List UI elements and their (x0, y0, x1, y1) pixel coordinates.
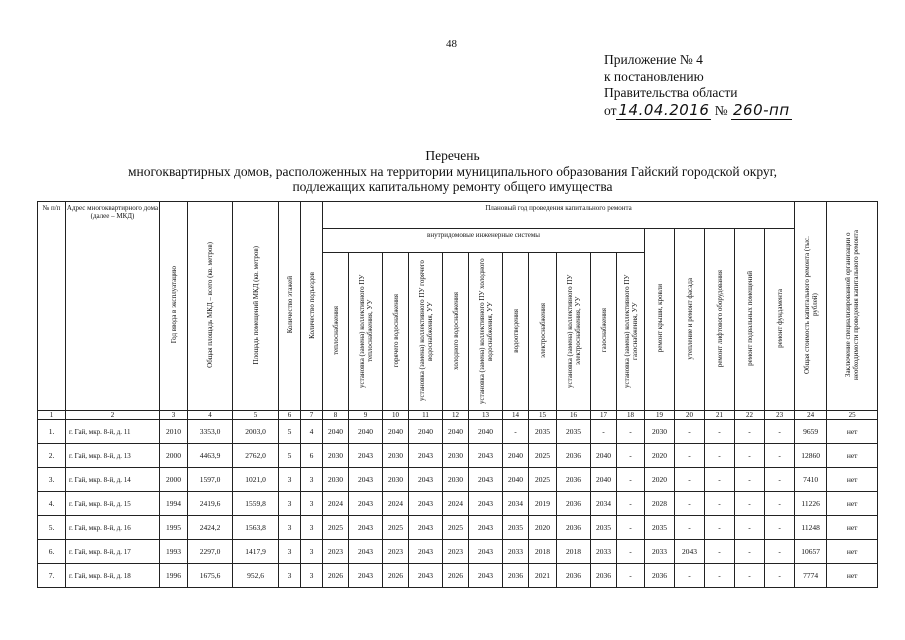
header-work-13: утепление и ремонт фасада (675, 229, 705, 411)
header-work-1: теплоснабжения (323, 253, 349, 411)
table-cell: 10657 (795, 540, 827, 564)
column-number: 19 (645, 411, 675, 420)
table-cell: 2026 (443, 564, 469, 588)
table-row (38, 444, 878, 468)
table-cell: 2010 (160, 420, 188, 444)
table-cell: 2030 (383, 468, 409, 492)
table-cell: 5 (279, 444, 301, 468)
table-cell: - (705, 516, 735, 540)
table-cell: 2026 (383, 564, 409, 588)
table-cell: - (617, 420, 645, 444)
table-cell: 3 (301, 540, 323, 564)
header-floors: Количество этажей (279, 202, 301, 411)
table-cell: 9659 (795, 420, 827, 444)
table-cell: 2023 (443, 540, 469, 564)
table-cell: 11226 (795, 492, 827, 516)
table-cell: 1559,8 (233, 492, 279, 516)
table-cell: нет (827, 420, 878, 444)
table-cell: - (675, 444, 705, 468)
table-cell: 3 (279, 540, 301, 564)
table-cell: 5 (279, 420, 301, 444)
table-cell: 1993 (160, 540, 188, 564)
table-cell: 2030 (443, 468, 469, 492)
table-cell: 2024 (383, 492, 409, 516)
column-number: 6 (279, 411, 301, 420)
table-cell: 2424,2 (188, 516, 233, 540)
table-cell: 2040 (443, 420, 469, 444)
handwritten-date: 14.04.2016 (618, 100, 710, 119)
table-cell: 2036 (557, 492, 591, 516)
table-cell: 2043 (675, 540, 705, 564)
title-line-3: подлежащих капитальному ремонту общего имущества (292, 179, 613, 194)
table-cell: 2020 (645, 444, 675, 468)
header-conclusion: Заключение специализированной организации о необходимости проведения капитального ремонта (827, 202, 878, 411)
address-cell: г. Гай, мкр. 8-й, д. 13 (66, 444, 160, 468)
table-cell: - (675, 516, 705, 540)
document-title (0, 148, 905, 195)
table-cell: 2023 (383, 540, 409, 564)
table-cell: 2043 (409, 444, 443, 468)
handwritten-number: 260-пп (733, 100, 790, 119)
table-cell: - (675, 468, 705, 492)
table-cell: 1563,8 (233, 516, 279, 540)
table-cell: 2035 (645, 516, 675, 540)
table-cell: нет (827, 540, 878, 564)
table-cell: - (735, 564, 765, 588)
table-row (38, 492, 878, 516)
table-cell: 1996 (160, 564, 188, 588)
table-cell: - (705, 564, 735, 588)
table-cell: 1675,6 (188, 564, 233, 588)
table-cell: 2000 (160, 444, 188, 468)
table-cell: 1994 (160, 492, 188, 516)
table-cell: 2033 (645, 540, 675, 564)
table-cell: 1417,9 (233, 540, 279, 564)
table-cell: 2018 (529, 540, 557, 564)
table-cell: 4463,9 (188, 444, 233, 468)
header-total-area: Общая площадь МКД – всего (кв. метров) (188, 202, 233, 411)
header-total-cost: Общая стоимость капитального ремонта (тыс. рублей) (795, 202, 827, 411)
table-cell: 3 (301, 468, 323, 492)
table-cell: - (735, 516, 765, 540)
column-number: 2 (66, 411, 160, 420)
repair-table (37, 201, 878, 588)
table-cell: - (765, 564, 795, 588)
table-cell: 3 (301, 492, 323, 516)
table-cell: 2043 (409, 468, 443, 492)
table-cell: нет (827, 468, 878, 492)
table-cell: 4. (38, 492, 66, 516)
table-cell: - (735, 492, 765, 516)
table-cell: 2419,6 (188, 492, 233, 516)
table-cell: 1. (38, 420, 66, 444)
table-cell: 3. (38, 468, 66, 492)
table-cell: 2043 (469, 468, 503, 492)
table-cell: 2035 (503, 516, 529, 540)
table-cell: 2024 (443, 492, 469, 516)
address-cell: г. Гай, мкр. 8-й, д. 16 (66, 516, 160, 540)
table-cell: 2043 (469, 492, 503, 516)
header-entrances: Количество подъездов (301, 202, 323, 411)
table-cell: 1995 (160, 516, 188, 540)
table-cell: 2043 (469, 444, 503, 468)
table-cell: 2043 (409, 540, 443, 564)
header-planned-year: Плановый год проведения капитального ремонта (323, 202, 795, 229)
table-cell: 2040 (503, 444, 529, 468)
column-number: 12 (443, 411, 469, 420)
header-premises-area: Площадь помещений МКД (кв. метров) (233, 202, 279, 411)
table-cell: 2043 (349, 492, 383, 516)
column-number: 21 (705, 411, 735, 420)
table-cell: 2030 (323, 468, 349, 492)
page-number: 48 (446, 38, 457, 50)
header-work-9: установка (замена) коллективного ПУ электроснабжения, УУ (557, 253, 591, 411)
table-cell: 3353,0 (188, 420, 233, 444)
table-cell: 3 (301, 564, 323, 588)
column-number: 1 (38, 411, 66, 420)
table-cell: 2040 (323, 420, 349, 444)
table-cell: 2033 (591, 540, 617, 564)
table-cell: 2043 (349, 468, 383, 492)
header-internal-systems: внутридомовые инженерные системы (323, 229, 645, 253)
header-work-6: установка (замена) коллективного ПУ холодного водоснабжения, УУ (469, 253, 503, 411)
column-numbers-row (38, 411, 878, 420)
header-work-12: ремонт крыши, кровли (645, 229, 675, 411)
column-number: 7 (301, 411, 323, 420)
table-cell: нет (827, 444, 878, 468)
appendix-line-1: Приложение № 4 (604, 52, 703, 67)
column-number: 24 (795, 411, 827, 420)
table-cell: - (675, 420, 705, 444)
table-cell: нет (827, 564, 878, 588)
table-cell: 12860 (795, 444, 827, 468)
table-cell: - (617, 468, 645, 492)
column-number: 23 (765, 411, 795, 420)
table-cell: - (735, 468, 765, 492)
table-cell: 2025 (443, 516, 469, 540)
table-body (38, 411, 878, 588)
table-cell: - (705, 468, 735, 492)
table-cell: 11248 (795, 516, 827, 540)
table-cell: 2043 (349, 444, 383, 468)
table-cell: - (617, 540, 645, 564)
table-cell: - (765, 468, 795, 492)
table-cell: 2036 (557, 444, 591, 468)
column-number: 22 (735, 411, 765, 420)
appendix-line-3: Правительства области (604, 85, 738, 100)
title-line-1: Перечень (425, 148, 480, 163)
table-cell: 7774 (795, 564, 827, 588)
table-cell: 5. (38, 516, 66, 540)
table-cell: 2033 (503, 540, 529, 564)
table-cell: 2025 (323, 516, 349, 540)
table-row (38, 540, 878, 564)
address-cell: г. Гай, мкр. 8-й, д. 14 (66, 468, 160, 492)
table-cell: 2036 (645, 564, 675, 588)
column-number: 9 (349, 411, 383, 420)
table-cell: нет (827, 492, 878, 516)
header-work-4: установка (замена) коллективного ПУ горячего водоснабжения, УУ (409, 253, 443, 411)
table-cell: 2040 (349, 420, 383, 444)
table-cell: 2026 (323, 564, 349, 588)
table-cell: 2040 (383, 420, 409, 444)
table-cell: 4 (301, 420, 323, 444)
column-number: 20 (675, 411, 705, 420)
table-cell: 3 (279, 492, 301, 516)
table-cell: - (617, 516, 645, 540)
table-cell: - (617, 564, 645, 588)
header-work-11: установка (замена) коллективного ПУ газоснабжения, УУ (617, 253, 645, 411)
table-cell: 2043 (409, 564, 443, 588)
table-cell: - (765, 444, 795, 468)
table-cell: - (617, 444, 645, 468)
table-row (38, 468, 878, 492)
header-num: № п/п (38, 202, 66, 411)
header-work-16: ремонт фундамента (765, 229, 795, 411)
table-cell: нет (827, 516, 878, 540)
table-cell: 2043 (409, 516, 443, 540)
table-cell: - (705, 492, 735, 516)
table-cell: 2021 (529, 564, 557, 588)
appendix-date-line (604, 102, 792, 120)
table-cell: - (675, 564, 705, 588)
table-cell: 3 (279, 516, 301, 540)
table-cell: 6. (38, 540, 66, 564)
table-cell: 2043 (349, 564, 383, 588)
column-number: 18 (617, 411, 645, 420)
table-cell: 2025 (529, 468, 557, 492)
table-cell: - (617, 492, 645, 516)
header-work-14: ремонт лифтового оборудования (705, 229, 735, 411)
table-cell: 2043 (409, 492, 443, 516)
title-line-2: многоквартирных домов, расположенных на территории муниципального образования Гайский городской округ, (127, 163, 778, 179)
table-cell: 2030 (323, 444, 349, 468)
table-cell: 1597,0 (188, 468, 233, 492)
table-cell: 2036 (557, 468, 591, 492)
column-number: 25 (827, 411, 878, 420)
address-cell: г. Гай, мкр. 8-й, д. 18 (66, 564, 160, 588)
table-cell: 2040 (469, 420, 503, 444)
table-row (38, 516, 878, 540)
table-cell: 2035 (529, 420, 557, 444)
header-year-built: Год ввода в эксплуатацию (160, 202, 188, 411)
table-cell: 2030 (443, 444, 469, 468)
table-cell: 2035 (591, 516, 617, 540)
table-cell: 2020 (645, 468, 675, 492)
table-cell: 2297,0 (188, 540, 233, 564)
table-cell: 2036 (557, 564, 591, 588)
table-cell: 2025 (529, 444, 557, 468)
table-cell: - (705, 540, 735, 564)
column-number: 5 (233, 411, 279, 420)
table-cell: 2043 (349, 516, 383, 540)
table-cell: - (735, 540, 765, 564)
table-cell: 2035 (557, 420, 591, 444)
table-cell: 7410 (795, 468, 827, 492)
table-cell: 2028 (645, 492, 675, 516)
address-cell: г. Гай, мкр. 8-й, д. 15 (66, 492, 160, 516)
table-cell: 2036 (503, 564, 529, 588)
header-address: Адрес многоквартирного дома (далее – МКД) (66, 202, 160, 411)
header-work-8: электроснабжения (529, 253, 557, 411)
table-cell: - (705, 444, 735, 468)
table-cell: 2030 (645, 420, 675, 444)
table-cell: - (705, 420, 735, 444)
table-cell: 2023 (323, 540, 349, 564)
table-cell: - (591, 420, 617, 444)
table-cell: 2043 (469, 516, 503, 540)
table-cell: 2043 (469, 564, 503, 588)
header-work-2: установка (замена) коллективного ПУ теплоснабжения, УУ (349, 253, 383, 411)
header-work-3: горячего водоснабжения (383, 253, 409, 411)
date-prefix: от (604, 102, 617, 118)
table-cell: 2003,0 (233, 420, 279, 444)
table-cell: 2043 (469, 540, 503, 564)
appendix-block (604, 52, 792, 119)
table-cell: - (503, 420, 529, 444)
table-cell: - (765, 516, 795, 540)
table-cell: - (675, 492, 705, 516)
table-cell: 2762,0 (233, 444, 279, 468)
address-cell: г. Гай, мкр. 8-й, д. 11 (66, 420, 160, 444)
table-cell: 2036 (591, 564, 617, 588)
table-cell: 2040 (591, 468, 617, 492)
column-number: 11 (409, 411, 443, 420)
column-number: 3 (160, 411, 188, 420)
header-work-10: газоснабжения (591, 253, 617, 411)
table-cell: 2. (38, 444, 66, 468)
table-cell: 3 (301, 516, 323, 540)
table-cell: 2020 (529, 516, 557, 540)
table-cell: 1021,0 (233, 468, 279, 492)
table-cell: 2024 (323, 492, 349, 516)
header-work-5: холодного водоснабжения (443, 253, 469, 411)
header-work-15: ремонт подвальных помещений (735, 229, 765, 411)
table-cell: - (735, 444, 765, 468)
table-cell: 2040 (409, 420, 443, 444)
appendix-line-2: к постановлению (604, 68, 704, 84)
column-number: 17 (591, 411, 617, 420)
table-cell: 2034 (503, 492, 529, 516)
table-cell: 2000 (160, 468, 188, 492)
table-cell: 2040 (503, 468, 529, 492)
header-work-7: водоотведения (503, 253, 529, 411)
table-cell: 2034 (591, 492, 617, 516)
table-cell: 2018 (557, 540, 591, 564)
table-cell: 2036 (557, 516, 591, 540)
table-cell: 3 (279, 468, 301, 492)
table-cell: - (765, 492, 795, 516)
table-row (38, 420, 878, 444)
table-cell: - (765, 540, 795, 564)
table-cell: 2043 (349, 540, 383, 564)
table-cell: 2030 (383, 444, 409, 468)
table-cell: 7. (38, 564, 66, 588)
address-cell: г. Гай, мкр. 8-й, д. 17 (66, 540, 160, 564)
column-number: 15 (529, 411, 557, 420)
column-number: 16 (557, 411, 591, 420)
table-cell: 2025 (383, 516, 409, 540)
table-cell: 952,6 (233, 564, 279, 588)
table-cell: - (765, 420, 795, 444)
table-cell: 3 (279, 564, 301, 588)
table-cell: 2040 (591, 444, 617, 468)
table-row (38, 564, 878, 588)
number-prefix: № (714, 102, 728, 118)
table-cell: 2019 (529, 492, 557, 516)
table-cell: 6 (301, 444, 323, 468)
column-number: 10 (383, 411, 409, 420)
column-number: 14 (503, 411, 529, 420)
column-number: 4 (188, 411, 233, 420)
table-cell: - (735, 420, 765, 444)
column-number: 8 (323, 411, 349, 420)
column-number: 13 (469, 411, 503, 420)
